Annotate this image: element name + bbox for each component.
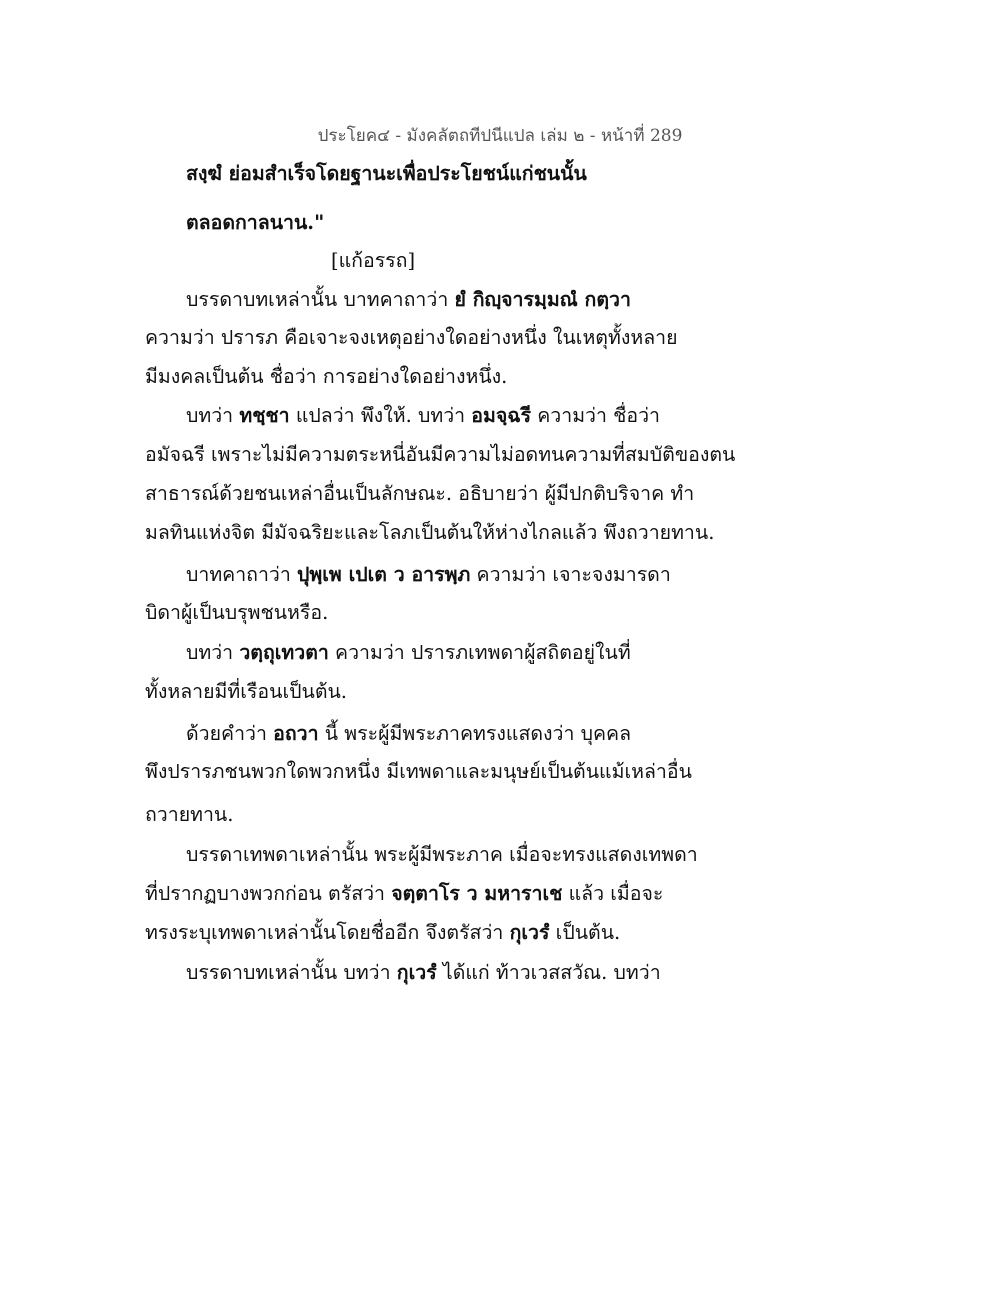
text-line-13: [186, 639, 631, 667]
text-line-6: มีมงคลเป็นต้น ชื่อว่า การอย่างใดอย่างหนึ่ง.: [145, 365, 508, 388]
text-span: นี้ พระผู้มีพระภาคทรงแสดงว่า บุคคล: [318, 722, 632, 745]
text-span: บรรดาบทเหล่านั้น บาทคาถาว่า: [186, 288, 455, 311]
text-span: แปลว่า พึงให้. บทว่า: [289, 404, 472, 427]
text-span: บทว่า: [186, 641, 240, 664]
text-line-19: [145, 880, 663, 908]
text-span: ความว่า ปรารภเทพดาผู้สถิตอยู่ในที่: [328, 641, 631, 664]
text-line-18: บรรดาเทพดาเหล่านั้น พระผู้มีพระภาค เมื่อจะทรงแสดงเทพดา: [186, 843, 698, 866]
text-line-20: [145, 919, 620, 947]
text-line-2: ตลอดกาลนาน.": [186, 211, 325, 234]
text-line-14: ทั้งหลายมีที่เรือนเป็นต้น.: [145, 680, 348, 703]
text-line-15: [186, 720, 631, 748]
section-heading: [แก้อรรถ]: [331, 249, 416, 272]
text-line-1: สงฺฆํ ย่อมสำเร็จโดยฐานะเพื่อประโยชน์แก่ชนนั้น: [186, 162, 587, 185]
text-span: แล้ว เมื่อจะ: [562, 882, 664, 905]
pali-term: วตฺถุเทวตา: [239, 641, 329, 664]
text-line-7: [186, 402, 660, 430]
pali-term: อถวา: [273, 722, 319, 745]
text-line-11: [186, 561, 671, 589]
text-span: บรรดาบทเหล่านั้น บทว่า: [186, 961, 397, 984]
text-span: ได้แก่ ท้าวเวสสวัณ. บทว่า: [436, 961, 661, 984]
pali-term: จตฺตาโร ว มหาราเช: [391, 882, 563, 905]
text-line-10: มลทินแห่งจิต มีมัจฉริยะและโลภเป็นต้นให้ห่างไกลแล้ว พึงถวายทาน.: [145, 521, 715, 544]
text-line-4: [186, 286, 631, 314]
text-span: ทรงระบุเทพดาเหล่านั้นโดยชื่ออีก จึงตรัสว่า: [145, 921, 510, 944]
text-span: ความว่า เจาะจงมารดา: [470, 563, 671, 586]
pali-term: อมจฺฉรี: [471, 404, 532, 427]
text-line-16: พึงปรารภชนพวกใดพวกหนึ่ง มีเทพดาและมนุษย์เป็นต้นแม้เหล่าอื่น: [145, 760, 692, 783]
pali-term: ทชฺชา: [239, 404, 290, 427]
text-line-5: ความว่า ปรารภ คือเจาะจงเหตุอย่างใดอย่างหนึ่ง ในเหตุทั้งหลาย: [145, 326, 678, 349]
text-line-8: อมัจฉรี เพราะไม่มีความตระหนี่อันมีความไม่อดทนความที่สมบัติของตน: [145, 443, 736, 466]
pali-term: กุเวรํ: [509, 921, 550, 944]
text-span: ความว่า ชื่อว่า: [531, 404, 660, 427]
pali-term: ปุพฺเพ เปเต ว อารพฺภ: [297, 563, 471, 586]
pali-term: กุเวรํ: [396, 961, 437, 984]
text-span: เป็นต้น.: [549, 921, 621, 944]
text-line-9: สาธารณ์ด้วยชนเหล่าอื่นเป็นลักษณะ. อธิบายว่า ผู้มีปกติบริจาค ทำ: [145, 482, 695, 505]
pali-term: ยํ กิญฺจารมฺมณํ กตฺวา: [454, 288, 631, 311]
text-span: ที่ปรากฏบางพวกก่อน ตรัสว่า: [145, 882, 392, 905]
text-span: บาทคาถาว่า: [186, 563, 298, 586]
text-line-21: [186, 959, 661, 987]
page-header: ประโยค๔ - มังคลัตถทีปนีแปล เล่ม ๒ - หน้าที่ 289: [317, 126, 683, 146]
text-line-12: บิดาผู้เป็นบรุพชนหรือ.: [145, 601, 329, 624]
text-line-17: ถวายทาน.: [145, 803, 234, 826]
text-span: บทว่า: [186, 404, 240, 427]
text-span: ด้วยคำว่า: [186, 722, 274, 745]
